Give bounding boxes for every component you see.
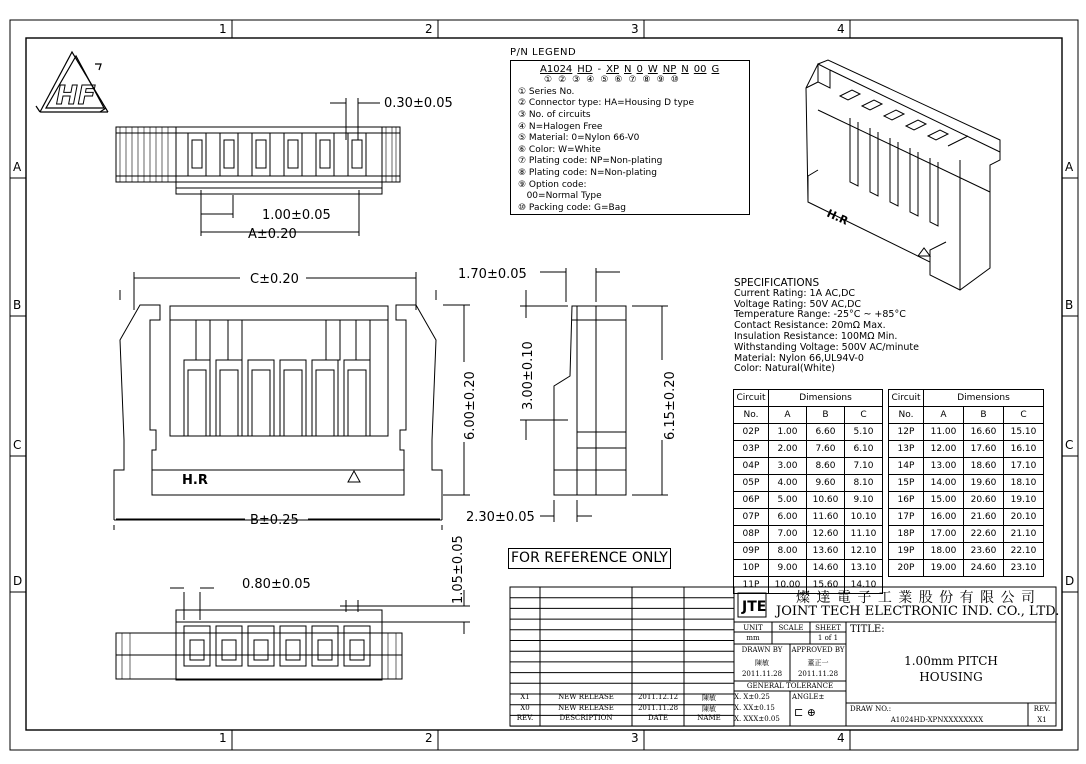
table-cell: 10P xyxy=(734,560,769,577)
bottom-slot-inner xyxy=(350,640,364,660)
company-name-en: JOINT TECH ELECTRONIC IND. CO., LTD. xyxy=(776,604,1060,619)
legend-line: ④ N=Halogen Free xyxy=(518,121,603,132)
pn-legend-lines xyxy=(518,87,749,215)
table-cell: 24.60 xyxy=(964,560,1004,577)
table-header-circuit: Circuit xyxy=(734,390,769,407)
table-row xyxy=(889,492,1044,509)
legend-line: ② Connector type: HA=Housing D type xyxy=(518,98,695,109)
tolerance-3: X. XXX±0.05 xyxy=(734,715,780,723)
table-row xyxy=(734,458,883,475)
drawn-by-date: 2011.11.28 xyxy=(741,670,783,678)
dim-1-70: 1.70±0.05 xyxy=(458,267,527,282)
top-slot-inner xyxy=(192,140,202,168)
top-slot xyxy=(188,133,206,176)
pn-legend xyxy=(510,47,750,215)
bottom-slot-inner xyxy=(286,640,300,660)
dim-1-00: 1.00±0.05 xyxy=(262,208,331,223)
angle-tolerance: ANGLE± xyxy=(792,693,825,701)
table-header-no: No. xyxy=(734,407,769,424)
table-cell: 18P xyxy=(889,526,924,543)
table-cell: 6.60 xyxy=(807,424,845,441)
table-cell: 13.10 xyxy=(845,560,883,577)
dim-1-05: 1.05±0.05 xyxy=(451,535,466,604)
table-cell: 15.00 xyxy=(924,492,964,509)
table-cell: 1.00 xyxy=(769,424,807,441)
table-header-no: No. xyxy=(889,407,924,424)
table-row xyxy=(889,475,1044,492)
table-cell: 20P xyxy=(889,560,924,577)
zone-left-d: D xyxy=(13,574,23,588)
table-cell: 22.10 xyxy=(1004,543,1044,560)
isometric-view xyxy=(806,60,1000,290)
spec-line: Color: Natural(White) xyxy=(734,363,835,375)
table-cell: 11.60 xyxy=(807,509,845,526)
zone-right-a: A xyxy=(1065,160,1074,174)
table-cell: 20.60 xyxy=(964,492,1004,509)
front-view xyxy=(114,272,470,530)
zone-bottom-3: 3 xyxy=(631,731,639,745)
front-pin xyxy=(220,370,238,436)
table-cell: 18.10 xyxy=(1004,475,1044,492)
zone-right-c: C xyxy=(1065,438,1074,452)
table-cell: 12.00 xyxy=(924,441,964,458)
top-slot-inner xyxy=(320,140,330,168)
pn-legend-title: P/N LEGEND xyxy=(510,47,577,58)
top-slot xyxy=(220,133,238,176)
bottom-slot-inner xyxy=(318,640,332,660)
drawn-by-name: 陳敏 xyxy=(755,659,769,667)
zone-left-c: C xyxy=(13,438,22,452)
legend-line: ⑩ Packing code: G=Bag xyxy=(518,202,626,213)
zone-right-d: D xyxy=(1065,574,1075,588)
spec-line: Contact Resistance: 20mΩ Max. xyxy=(734,320,886,332)
table-header-dimensions: Dimensions xyxy=(769,390,883,407)
table-cell: 14.60 xyxy=(807,560,845,577)
revision-cell: X1 xyxy=(520,693,530,701)
table-cell: 03P xyxy=(734,441,769,458)
legend-line: ⑦ Plating code: NP=Non-plating xyxy=(518,156,663,167)
revision-cell: NAME xyxy=(697,714,721,723)
table-cell: 09P xyxy=(734,543,769,560)
pn-number: ② xyxy=(558,75,567,86)
reference-note: FOR REFERENCE ONLY xyxy=(508,548,671,569)
pn-code-numbers xyxy=(544,75,749,87)
sheet-value: 1 of 1 xyxy=(817,634,839,642)
pn-segment: N xyxy=(681,63,689,75)
bottom-slot-inner xyxy=(190,640,204,660)
drawing-title-line2: HOUSING xyxy=(919,670,983,684)
table-cell: 22.60 xyxy=(964,526,1004,543)
table-cell: 8.60 xyxy=(807,458,845,475)
table-cell: 21.60 xyxy=(964,509,1004,526)
title-label: TITLE: xyxy=(850,624,885,635)
table-row xyxy=(889,526,1044,543)
zone-top-3: 3 xyxy=(631,22,639,36)
table-header-col: C xyxy=(845,407,883,424)
table-header-col: B xyxy=(807,407,845,424)
table-cell: 6.00 xyxy=(769,509,807,526)
spec-line: Material: Nylon 66,UL94V-0 xyxy=(734,352,864,364)
table-cell: 18.00 xyxy=(924,543,964,560)
table-cell: 04P xyxy=(734,458,769,475)
general-tolerance-label: GENERAL TOLERANCE xyxy=(746,682,834,690)
pn-number: ⑨ xyxy=(656,75,665,86)
pn-code xyxy=(540,64,749,76)
zone-bottom-1: 1 xyxy=(219,731,227,745)
table-cell: 17.60 xyxy=(964,441,1004,458)
dim-a: A±0.20 xyxy=(248,227,297,242)
hr-mark: H.R xyxy=(182,473,208,488)
table-cell: 10.00 xyxy=(769,577,807,594)
table-cell: 15.60 xyxy=(807,577,845,594)
table-cell: 11.10 xyxy=(845,526,883,543)
pn-segment: XP xyxy=(606,63,620,75)
front-pin xyxy=(284,370,302,436)
table-header-col: C xyxy=(1004,407,1044,424)
table-cell: 06P xyxy=(734,492,769,509)
zone-top-1: 1 xyxy=(219,22,227,36)
table-cell: 12.10 xyxy=(845,543,883,560)
specifications-lines xyxy=(734,289,919,375)
table-cell: 19.60 xyxy=(964,475,1004,492)
dim-3-00: 3.00±0.10 xyxy=(521,341,536,410)
zone-top-4: 4 xyxy=(837,22,845,36)
table-cell: 3.00 xyxy=(769,458,807,475)
table-row xyxy=(889,560,1044,577)
latch xyxy=(326,320,340,360)
revision-cell: REV. xyxy=(516,714,534,723)
spec-line: Temperature Range: -25°C ~ +85°C xyxy=(734,309,906,321)
top-slot xyxy=(316,133,334,176)
revision-cell: NEW RELEASE xyxy=(558,703,614,712)
rev-label: REV. xyxy=(1033,705,1051,713)
top-slot-inner xyxy=(256,140,266,168)
table-cell: 07P xyxy=(734,509,769,526)
pn-segment: A1024 xyxy=(540,63,573,75)
revision-cell: X0 xyxy=(520,703,530,712)
bottom-slot-inner xyxy=(222,640,236,660)
front-pin xyxy=(316,370,334,436)
table-cell: 13.00 xyxy=(924,458,964,475)
top-slot-inner xyxy=(288,140,298,168)
table-row xyxy=(734,560,883,577)
table-cell: 17.10 xyxy=(1004,458,1044,475)
table-row xyxy=(734,441,883,458)
rev-value: X1 xyxy=(1037,716,1047,724)
top-slot-inner xyxy=(224,140,234,168)
latch xyxy=(228,320,242,360)
legend-line: ① Series No. xyxy=(518,86,575,97)
draw-no-label: DRAW NO.: xyxy=(850,705,892,713)
iso-hr-mark: H.R xyxy=(824,206,851,228)
table-row xyxy=(889,509,1044,526)
table-cell: 9.60 xyxy=(807,475,845,492)
revision-cell: 2011.11.28 xyxy=(637,703,679,712)
table-cell: 23.10 xyxy=(1004,560,1044,577)
table-cell: 13P xyxy=(889,441,924,458)
legend-line: ⑤ Material: 0=Nylon 66-V0 xyxy=(518,133,640,144)
front-pin xyxy=(188,370,206,436)
pn-segment: NP xyxy=(662,63,677,75)
table-cell: 6.10 xyxy=(845,441,883,458)
table-cell: 8.10 xyxy=(845,475,883,492)
sheet-label: SHEET xyxy=(815,624,841,632)
table-row xyxy=(734,492,883,509)
table-cell: 4.00 xyxy=(769,475,807,492)
table-header-circuit: Circuit xyxy=(889,390,924,407)
pn-dash: - xyxy=(597,63,602,75)
table-cell: 7.00 xyxy=(769,526,807,543)
table-header-dimensions: Dimensions xyxy=(924,390,1044,407)
zone-bottom-4: 4 xyxy=(837,731,845,745)
table-row xyxy=(734,424,883,441)
top-slot-inner xyxy=(352,140,362,168)
table-cell: 16.60 xyxy=(964,424,1004,441)
revision-cell: DESCRIPTION xyxy=(559,714,613,723)
latch xyxy=(196,320,210,360)
dim-2-30: 2.30±0.05 xyxy=(466,510,535,525)
latch xyxy=(356,320,370,360)
tolerance-1: X. X±0.25 xyxy=(734,693,770,701)
table-cell: 12P xyxy=(889,424,924,441)
table-cell: 19P xyxy=(889,543,924,560)
table-cell: 7.60 xyxy=(807,441,845,458)
table-cell: 18.60 xyxy=(964,458,1004,475)
approved-by-date: 2011.11.28 xyxy=(797,670,839,678)
dim-6-00: 6.00±0.20 xyxy=(463,371,478,440)
table-cell: 02P xyxy=(734,424,769,441)
front-pin xyxy=(348,370,366,436)
table-header-col: A xyxy=(924,407,964,424)
pn-number: ⑦ xyxy=(628,75,637,86)
company-name-cn: 燦 達 電 子 工 業 股 份 有 限 公 司 xyxy=(796,590,1036,606)
tolerance-2: X. XX±0.15 xyxy=(734,704,775,712)
table-cell: 9.00 xyxy=(769,560,807,577)
table-row xyxy=(734,543,883,560)
logo-text: HF xyxy=(56,81,96,111)
table-cell: 16P xyxy=(889,492,924,509)
pn-segment: 00 xyxy=(693,63,707,75)
table-header-col: B xyxy=(964,407,1004,424)
scale-label: SCALE xyxy=(778,624,804,632)
table-row xyxy=(734,526,883,543)
pn-legend-box xyxy=(510,60,750,215)
table-cell: 19.10 xyxy=(1004,492,1044,509)
table-cell: 21.10 xyxy=(1004,526,1044,543)
dim-0-30: 0.30±0.05 xyxy=(384,96,453,111)
dim-c: C±0.20 xyxy=(250,272,299,287)
approved-by-label: APPROVED BY xyxy=(791,646,845,654)
spec-line: Current Rating: 1A AC,DC xyxy=(734,287,856,299)
table-cell: 11.00 xyxy=(924,424,964,441)
pn-segment: 0 xyxy=(636,63,643,75)
zone-right-b: B xyxy=(1065,298,1074,312)
revision-cell: 2011.12.12 xyxy=(637,693,679,701)
pn-number: ⑤ xyxy=(600,75,609,86)
dim-6-15: 6.15±0.20 xyxy=(663,371,678,440)
drawn-by-label: DRAWN BY xyxy=(741,646,783,654)
drawing-title-line1: 1.00mm PITCH xyxy=(904,654,998,668)
specifications-title: SPECIFICATIONS xyxy=(734,277,820,289)
table-cell: 08P xyxy=(734,526,769,543)
bottom-slot-inner xyxy=(254,640,268,660)
pn-segment: W xyxy=(647,63,658,75)
projection-symbol: ⊏ ⊕ xyxy=(794,706,817,719)
table-row xyxy=(889,424,1044,441)
dim-b: B±0.25 xyxy=(250,513,299,528)
table-cell: 14.10 xyxy=(845,577,883,594)
zone-left-b: B xyxy=(13,298,22,312)
top-view xyxy=(116,98,400,236)
draw-no-value: A1024HD-XPNXXXXXXXX xyxy=(890,716,984,724)
dim-0-80: 0.80±0.05 xyxy=(242,577,311,592)
zone-bottom-2: 2 xyxy=(425,731,433,745)
zone-top-2: 2 xyxy=(425,22,433,36)
side-view xyxy=(520,268,668,522)
table-cell: 05P xyxy=(734,475,769,492)
table-cell: 10.60 xyxy=(807,492,845,509)
legend-line: 00=Normal Type xyxy=(518,191,602,202)
table-row xyxy=(889,543,1044,560)
table-cell: 15.10 xyxy=(1004,424,1044,441)
spec-line: Withstanding Voltage: 500V AC/minute xyxy=(734,341,920,353)
table-cell: 14P xyxy=(889,458,924,475)
table-cell: 9.10 xyxy=(845,492,883,509)
pn-number: ⑧ xyxy=(642,75,651,86)
specifications xyxy=(734,278,919,375)
table-cell: 5.10 xyxy=(845,424,883,441)
pn-number: ⑥ xyxy=(614,75,623,86)
table-cell: 12.60 xyxy=(807,526,845,543)
revision-cell: DATE xyxy=(647,714,669,723)
revision-cell: NEW RELEASE xyxy=(558,693,614,701)
table-cell: 20.10 xyxy=(1004,509,1044,526)
bottom-view xyxy=(116,588,470,680)
table-cell: 8.00 xyxy=(769,543,807,560)
table-row xyxy=(889,441,1044,458)
zone-left-a: A xyxy=(13,160,22,174)
pn-segment: N xyxy=(624,63,632,75)
table-cell: 7.10 xyxy=(845,458,883,475)
table-cell: 15P xyxy=(889,475,924,492)
top-slot xyxy=(284,133,302,176)
legend-line: ③ No. of circuits xyxy=(518,109,591,120)
top-slot xyxy=(252,133,270,176)
approved-by-name: 董正一 xyxy=(807,659,829,667)
table-row xyxy=(734,509,883,526)
pn-number: ⑩ xyxy=(670,75,679,86)
pn-segment: G xyxy=(711,63,720,75)
company-logo: JTE xyxy=(742,599,767,615)
revision-cell: 陳敏 xyxy=(702,704,716,713)
dimension-table-left xyxy=(733,389,883,594)
front-pin xyxy=(252,370,270,436)
unit-label: UNIT xyxy=(743,624,763,632)
table-cell: 16.10 xyxy=(1004,441,1044,458)
table-cell: 13.60 xyxy=(807,543,845,560)
table-cell: 23.60 xyxy=(964,543,1004,560)
table-cell: 17P xyxy=(889,509,924,526)
table-row xyxy=(734,475,883,492)
table-cell: 10.10 xyxy=(845,509,883,526)
table-cell: 5.00 xyxy=(769,492,807,509)
pn-number: ① xyxy=(544,75,553,86)
spec-line: Voltage Rating: 50V AC,DC xyxy=(734,298,862,310)
table-cell: 2.00 xyxy=(769,441,807,458)
top-slot xyxy=(348,133,366,176)
spec-line: Insulation Resistance: 100MΩ Min. xyxy=(734,330,898,342)
table-cell: 11P xyxy=(734,577,769,594)
dimension-table-right xyxy=(888,389,1044,577)
legend-line: ⑨ Option code: xyxy=(518,179,587,190)
legend-line: ⑧ Plating code: N=Non-plating xyxy=(518,167,657,178)
revision-cell: 陳敏 xyxy=(702,694,716,702)
table-cell: 19.00 xyxy=(924,560,964,577)
pn-number: ③ xyxy=(572,75,581,86)
pn-segment: HD xyxy=(577,63,593,75)
pn-number: ④ xyxy=(586,75,595,86)
table-cell: 17.00 xyxy=(924,526,964,543)
table-row xyxy=(889,458,1044,475)
table-cell: 16.00 xyxy=(924,509,964,526)
table-cell: 14.00 xyxy=(924,475,964,492)
unit-value: mm xyxy=(746,634,760,642)
legend-line: ⑥ Color: W=White xyxy=(518,144,601,155)
table-header-col: A xyxy=(769,407,807,424)
